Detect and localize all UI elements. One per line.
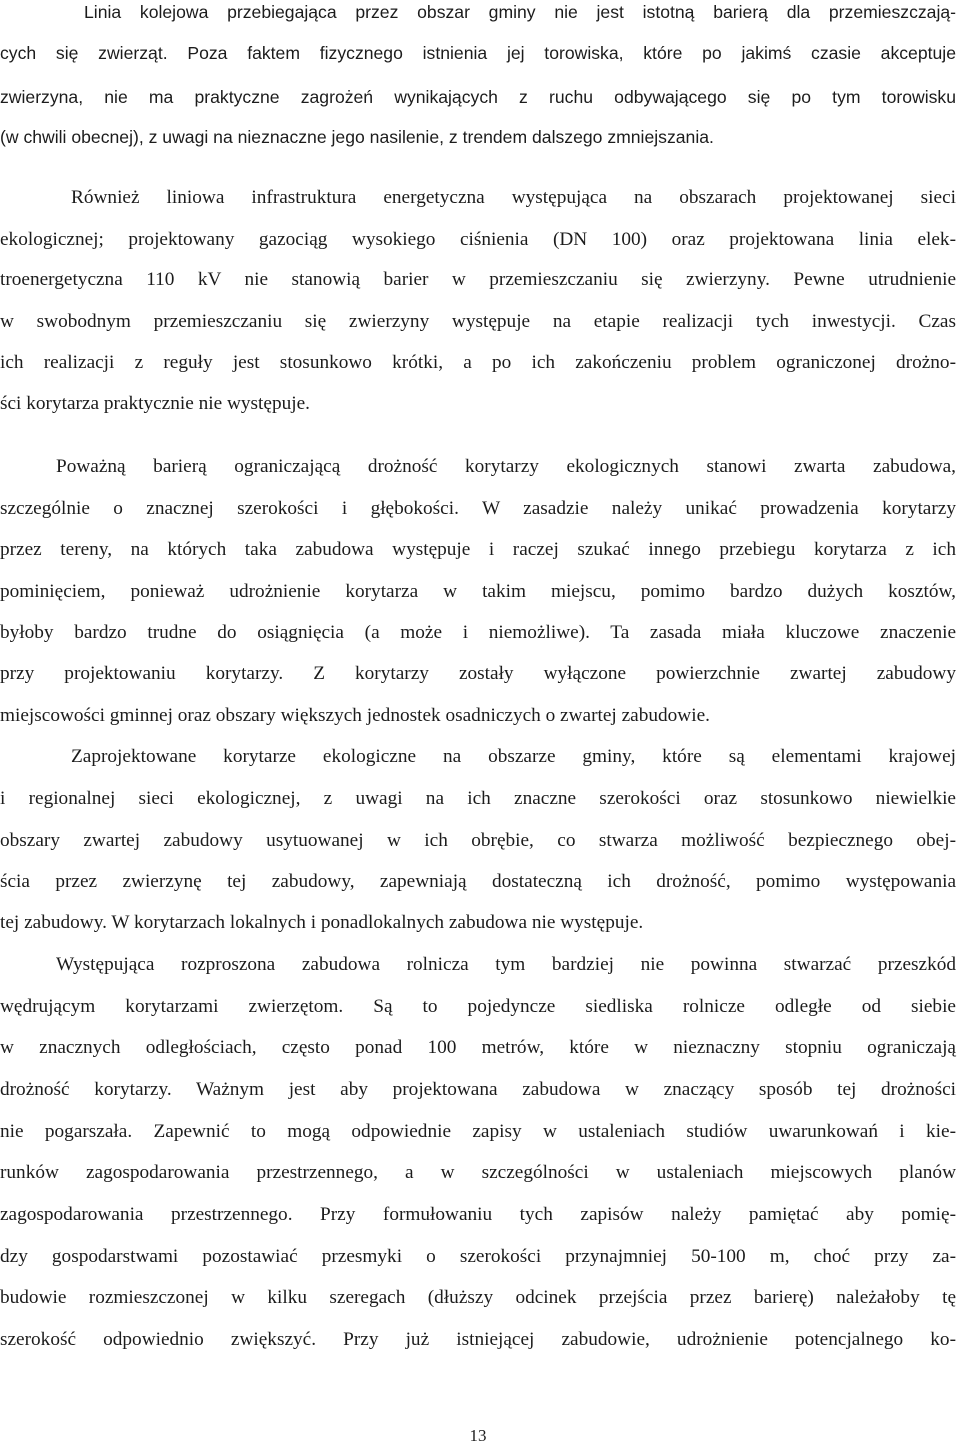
paragraph-3-line-5: byłoby bardzo trudne do osiągnięcia (a może i niemożliwe). Ta zasada miała kluczowe znaczenie bbox=[0, 622, 956, 643]
paragraph-5-line-5: nie pogarszała. Zapewnić to mogą odpowiednie zapisy w ustaleniach studiów uwarunkowań i kie- bbox=[0, 1121, 956, 1142]
paragraph-3-line-3: przez tereny, na których taka zabudowa występuje i raczej szukać innego przebiegu korytarza z ich bbox=[0, 539, 956, 560]
paragraph-2-line-1: Również liniowa infrastruktura energetyczna występująca na obszarach projektowanej sieci bbox=[71, 187, 956, 208]
paragraph-5-line-2: wędrującym korytarzami zwierzętom. Są to pojedyncze siedliska rolnicze odległe od siebie bbox=[0, 996, 956, 1017]
paragraph-4-line-1: Zaprojektowane korytarze ekologiczne na obszarze gminy, które są elementami krajowej bbox=[71, 746, 956, 767]
paragraph-3-line-7: miejscowości gminnej oraz obszary większych jednostek osadniczych o zwartej zabudowie. bbox=[0, 705, 710, 726]
paragraph-4-line-3: obszary zwartej zabudowy usytuowanej w ich obrębie, co stwarza możliwość bezpiecznego obej- bbox=[0, 830, 956, 851]
paragraph-2-line-4: w swobodnym przemieszczaniu się zwierzyny występuje na etapie realizacji tych inwestycji. Czas bbox=[0, 311, 956, 332]
paragraph-2-line-3: troenergetyczna 110 kV nie stanowią barier w przemieszczaniu się zwierzyny. Pewne utrudnienie bbox=[0, 269, 956, 290]
paragraph-5-line-10: szerokość odpowiednio zwiększyć. Przy już istniejącej zabudowie, udrożnienie potencjalnego ko- bbox=[0, 1329, 956, 1350]
paragraph-5-line-8: dzy gospodarstwami pozostawiać przesmyki o szerokości przynajmniej 50-100 m, choć przy za- bbox=[0, 1246, 956, 1267]
paragraph-1-line-1: Linia kolejowa przebiegająca przez obszar gminy nie jest istotną barierą dla przemieszczają- bbox=[84, 2, 956, 22]
paragraph-3-line-4: pominięciem, ponieważ udrożnienie korytarza w takim miejscu, pomimo bardzo dużych kosztów, bbox=[0, 581, 956, 602]
paragraph-5-line-9: budowie rozmieszczonej w kilku szeregach (dłuższy odcinek przejścia przez barierę) należałoby tę bbox=[0, 1287, 956, 1308]
paragraph-1-line-3: zwierzyna, nie ma praktyczne zagrożeń wynikających z ruchu odbywającego się po tym torowisku bbox=[0, 87, 956, 107]
paragraph-5-line-4: drożność korytarzy. Ważnym jest aby projektowana zabudowa w znaczący sposób tej drożności bbox=[0, 1079, 956, 1100]
paragraph-5-line-7: zagospodarowania przestrzennego. Przy formułowaniu tych zapisów należy pamiętać aby pomię- bbox=[0, 1204, 956, 1225]
paragraph-1-line-2: cych się zwierząt. Poza faktem fizycznego istnienia jej torowiska, które po jakimś czasie akceptuje bbox=[0, 43, 956, 63]
page-number: 13 bbox=[469, 1426, 487, 1445]
paragraph-3-line-1: Poważną barierą ograniczającą drożność korytarzy ekologicznych stanowi zwarta zabudowa, bbox=[56, 456, 956, 477]
paragraph-5-line-3: w znacznych odległościach, często ponad 100 metrów, które w nieznaczny stopniu ograniczają bbox=[0, 1037, 956, 1058]
paragraph-3-line-2: szczególnie o znacznej szerokości i głębokości. W zasadzie należy unikać prowadzenia korytarzy bbox=[0, 498, 956, 519]
paragraph-4-line-5: tej zabudowy. W korytarzach lokalnych i ponadlokalnych zabudowa nie występuje. bbox=[0, 912, 644, 933]
paragraph-2-line-5: ich realizacji z reguły jest stosunkowo krótki, a po ich zakończeniu problem ograniczonej drożno- bbox=[0, 352, 956, 373]
paragraph-1-line-4: (w chwili obecnej), z uwagi na nieznaczne jego nasilenie, z trendem dalszego zmniejszania. bbox=[0, 127, 714, 147]
paragraph-2-line-2: ekologicznej; projektowany gazociąg wysokiego ciśnienia (DN 100) oraz projektowana linia elek- bbox=[0, 229, 956, 250]
paragraph-5-line-6: runków zagospodarowania przestrzennego, a w szczególności w ustaleniach miejscowych planów bbox=[0, 1162, 956, 1183]
paragraph-4-line-4: ścia przez zwierzynę tej zabudowy, zapewniają dostateczną ich drożność, pomimo występowania bbox=[0, 871, 956, 892]
paragraph-4-line-2: i regionalnej sieci ekologicznej, z uwagi na ich znaczne szerokości oraz stosunkowo niewielkie bbox=[0, 788, 956, 809]
paragraph-2-line-6: ści korytarza praktycznie nie występuje. bbox=[0, 393, 310, 414]
paragraph-3-line-6: przy projektowaniu korytarzy. Z korytarzy zostały wyłączone powierzchnie zwartej zabudowy bbox=[0, 663, 956, 684]
paragraph-5-line-1: Występująca rozproszona zabudowa rolnicza tym bardziej nie powinna stwarzać przeszkód bbox=[56, 954, 956, 975]
